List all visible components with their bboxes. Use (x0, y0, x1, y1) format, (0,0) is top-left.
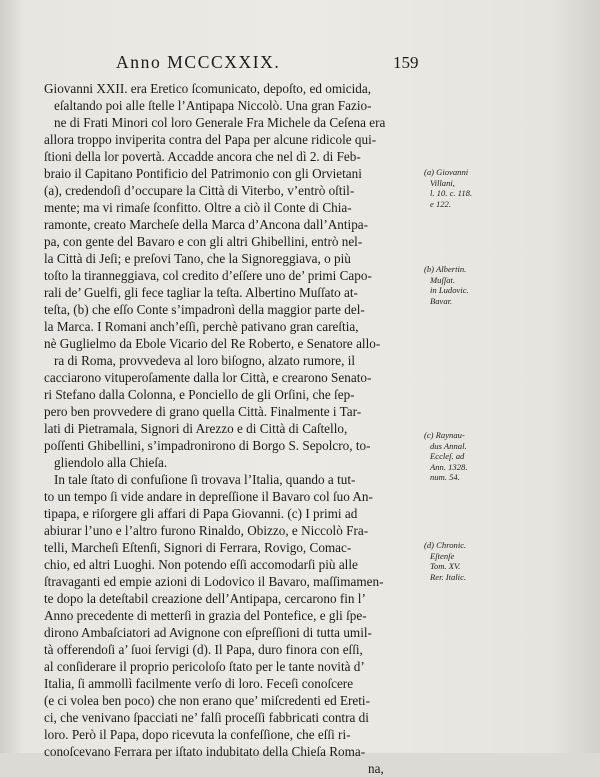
text-line: teſta, (b) che eſſo Conte s’impadronì della maggior parte del- (44, 302, 365, 317)
text-line: gliendolo alla Chieſa. (54, 455, 168, 470)
text-line: al conſiderare il proprio pericoloſo ſtato per le tante novità d’ (44, 659, 365, 674)
text-line: conoſcevano Ferrara per iſtato indubitato della Chieſa Roma- (44, 744, 366, 759)
note-line: Muſſat. (430, 274, 456, 285)
text-line: toſto la tiranneggiava, col credito d’eſſere uno de’ primi Capo- (44, 268, 372, 283)
note-line: (b) Albertin. (424, 264, 467, 274)
text-line: braio il Capitano Pontificio del Patrimonio con gli Orvietani (44, 166, 362, 181)
margin-note-a (424, 167, 494, 209)
text-line: la Marca. I Romani anch’eſſi, perchè pativano gran careſtia, (44, 319, 359, 334)
text-line: In tale ſtato di confuſione ſi trovava l’Italia, quando a tut- (54, 472, 356, 487)
text-line: poſſenti Ghibellini, s’impadronirono di Borgo S. Sepolcro, to- (44, 438, 371, 453)
note-line: (a) Giovanni (424, 167, 469, 177)
text-line: allora troppo inviperita contra del Papa per alcune ridicole qui- (44, 132, 377, 147)
text-line: cacciarono vituperoſamente dalla lor Città, e crearono Senato- (44, 370, 372, 385)
text-line: dirono Ambaſciatori ad Avignone con eſpreſſioni di tutta umil- (44, 625, 372, 640)
text-line: abiurar l’uno e l’altro furono Rinaldo, Obizzo, e Niccolò Fra- (44, 523, 369, 538)
note-line: Bavar. (430, 295, 453, 306)
note-line: in Ludovic. (430, 285, 469, 295)
note-line: Ann. 1328. (430, 461, 468, 472)
page-header (0, 52, 600, 74)
text-line: Anno precedente di metterſi in grazia del Pontefice, e gli ſpe- (44, 608, 367, 623)
text-line: ſtioni della lor povertà. Accadde ancora che nel dì 2. di Feb- (44, 149, 361, 164)
text-line: ramonte, creato Marcheſe della Marca d’Ancona dall’Antipa- (44, 217, 369, 232)
text-line: Italia, ſi ammollì facilmente verſo di loro. Feceſi conoſcere (44, 676, 354, 691)
text-line: tà offerendoſi a’ ſuoi ſervigi (d). Il Papa, duro finora con eſſi, (44, 642, 363, 657)
text-line: (a), credendoſi d’occupare la Città di Viterbo, v’entrò oſtil- (44, 183, 355, 198)
text-line: rali de’ Guelfi, gli fece tagliar la teſta. Albertino Muſſato at- (44, 285, 358, 300)
text-line: pa, con gente del Bavaro e con gli altri Ghibellini, entrò nel- (44, 234, 363, 249)
text-line: na, (368, 761, 384, 776)
text-line: chio, ed altri Luoghi. Non potendo eſſi accomodarſi più alle (44, 557, 358, 572)
text-line: (e ci volea ben poco) che non erano que’ miſcredenti ed Ereti- (44, 693, 370, 708)
text-line: ra di Roma, provvedeva al loro biſogno, alzato rumore, il (54, 353, 356, 368)
note-line: Eſtenſe (430, 550, 455, 561)
text-line: eſaltando poi alle ſtelle l’Antipapa Niccolò. Una gran Fazio- (54, 98, 372, 113)
text-line: ſtravaganti ed empie azioni di Lodovico il Bavaro, maſſimamen- (44, 574, 384, 589)
text-line: lati di Pietramala, Signori di Arezzo e di Città di Caſtello, (44, 421, 348, 436)
text-line: ne di Frati Minori col loro Generale Fra Michele da Ceſena era (54, 115, 386, 130)
main-text (44, 80, 428, 777)
note-line: l. 10. c. 118. (430, 188, 473, 198)
text-line: pero ben provvedere di grano quella Città. Finalmente i Tar- (44, 404, 362, 419)
note-line: dus Annal. (430, 440, 467, 451)
text-line: la Città di Jeſi; e preſovi Tano, che la Signoreggiava, o più (44, 251, 351, 266)
note-line: (d) Chronic. (424, 540, 467, 550)
note-line: Eccleſ. ad (430, 451, 465, 461)
running-head: Anno MCCCXXIX. (116, 52, 281, 72)
text-line: ci, che venivano ſpacciati ne’ falſi proceſſi fabbricati contra di (44, 710, 369, 725)
text-line: to un tempo ſi vide andare in depreſſione il Bavaro col ſuo An- (44, 489, 373, 504)
text-line: tipapa, e riſorgere gli affari di Papa Giovanni. (c) I primi ad (44, 506, 358, 521)
note-line: Rer. Italic. (430, 571, 467, 582)
page-number: 159 (393, 53, 419, 72)
text-line: te dopo la deteſtabil creazione dell’Antipapa, cercarono fin l’ (44, 591, 366, 606)
note-line: (c) Raynau- (424, 430, 465, 440)
text-line: Giovanni XXII. era Eretico ſcomunicato, depoſto, ed omicida, (44, 81, 372, 96)
margin-note-b (424, 264, 494, 306)
text-line: telli, Marcheſi Eſtenſi, Signori di Ferrara, Rovigo, Comac- (44, 540, 352, 555)
text-line: ri Stefano dalla Colonna, e Ponciello de gli Orſini, che ſep- (44, 387, 355, 402)
text-line: loro. Però il Papa, dopo ricevuta la confeſſione, che eſſi ri- (44, 727, 351, 742)
note-line: num. 54. (430, 472, 460, 482)
margin-note-c (424, 430, 494, 483)
text-line: mente; ma vi rimaſe ſconfitto. Oltre a ciò il Conte di Chia- (44, 200, 352, 215)
note-line: e 122. (430, 198, 452, 209)
margin-note-d (424, 540, 494, 582)
note-line: Villani, (430, 177, 455, 188)
text-line: nè Guglielmo da Ebole Vicario del Re Roberto, e Senatore allo- (44, 336, 381, 351)
note-line: Tom. XV. (430, 561, 461, 571)
